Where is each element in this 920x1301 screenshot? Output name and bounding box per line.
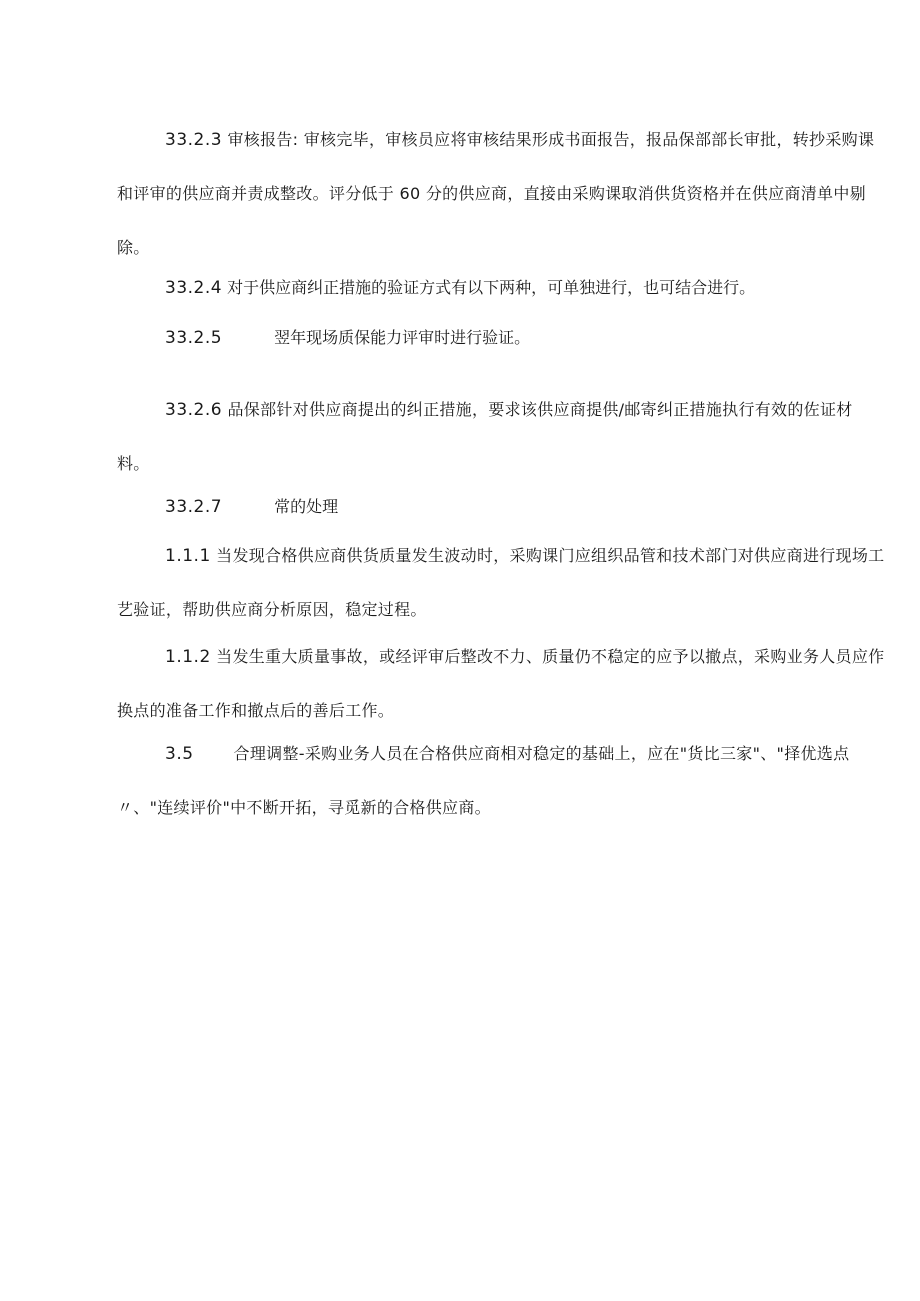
paragraph-text: 合理调整-采购业务人员在合格供应商相对稳定的基础上，应在"货比三家"、"择优选点〃、"连续评价"中不断开拓，寻觅新的合格供应商。: [117, 744, 850, 817]
section-number: 3.5: [165, 744, 194, 764]
paragraph-1-1-1: [117, 529, 885, 637]
paragraph-33-2-5: [165, 326, 530, 350]
paragraph-text: 常的处理: [274, 497, 339, 516]
paragraph-33-2-7: [165, 495, 338, 519]
paragraph-3-5: [117, 727, 885, 835]
paragraph-33-2-6: [117, 383, 885, 491]
section-number: 33.2.5: [165, 328, 223, 348]
paragraph-33-2-3: [117, 113, 885, 275]
paragraph-33-2-4: [165, 276, 755, 300]
section-number: 1.1.1: [165, 546, 211, 566]
paragraph-text: 对于供应商纠正措施的验证方式有以下两种，可单独进行，也可结合进行。: [227, 278, 756, 297]
paragraph-text: 审核报告: 审核完毕，审核员应将审核结果形成书面报告，报品保部部长审批，转抄采购课和评审的供应商并责成整改。评分低于 60 分的供应商，直接由采购课取消供货资格并在供应商清单中剔除。: [117, 130, 875, 257]
paragraph-1-1-2: [117, 630, 885, 738]
paragraph-text: 当发生重大质量事故，或经评审后整改不力、质量仍不稳定的应予以撤点，采购业务人员应作换点的准备工作和撤点后的善后工作。: [117, 647, 885, 720]
section-number: 1.1.2: [165, 647, 211, 667]
section-number: 33.2.7: [165, 497, 223, 517]
section-number: 33.2.3: [165, 130, 223, 150]
section-number: 33.2.6: [165, 400, 223, 420]
paragraph-text: 翌年现场质保能力评审时进行验证。: [274, 328, 531, 347]
section-number: 33.2.4: [165, 278, 223, 298]
paragraph-text: 当发现合格供应商供货质量发生波动时，采购课门应组织品管和技术部门对供应商进行现场工艺验证，帮助供应商分析原因，稳定过程。: [117, 546, 885, 619]
paragraph-text: 品保部针对供应商提出的纠正措施，要求该供应商提供/邮寄纠正措施执行有效的佐证材料。: [117, 400, 853, 473]
